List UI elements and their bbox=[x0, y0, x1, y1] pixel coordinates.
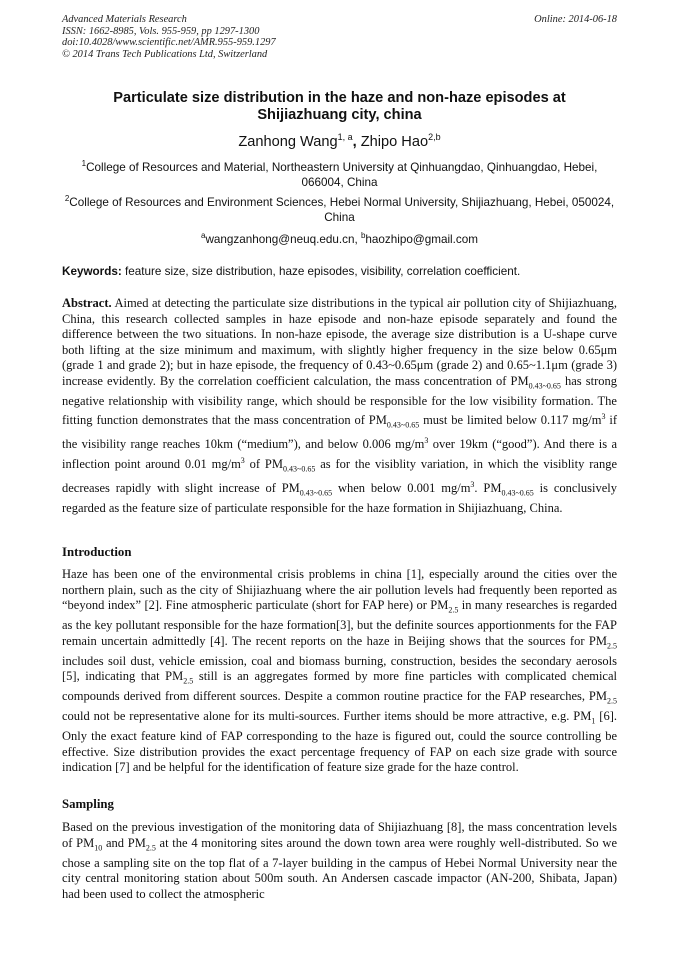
subscript: 2.5 bbox=[607, 696, 617, 706]
body-text: includes soil dust, vehicle emission, coal and biomass burning, construction, besides the secondary aerosols [5], indicating that PM bbox=[62, 653, 617, 683]
sampling-paragraph bbox=[62, 820, 617, 902]
author-2: Zhipo Hao bbox=[360, 133, 429, 150]
journal-name: Advanced Materials Research bbox=[62, 14, 187, 25]
subscript: 2.5 bbox=[448, 605, 459, 615]
introduction-paragraph bbox=[62, 567, 617, 776]
issn-line: ISSN: 1662-8985, Vols. 955-959, pp 1297-1300 bbox=[62, 25, 260, 37]
subscript: 1 bbox=[591, 716, 596, 726]
body-text: still is an aggregates formed by more fine particles with complicated chemical compounds derived from different sources. Despite a common routine practice for the FAP researches, PM bbox=[62, 669, 618, 703]
affiliation-2-text: College of Resources and Environment Sciences, Hebei Normal University, Shijiazhuang, Hebei, 050024, China bbox=[69, 195, 615, 224]
subscript: 0.43~0.65 bbox=[386, 420, 420, 430]
author-1: Zanhong Wang bbox=[238, 133, 338, 150]
subscript: 0.43~0.65 bbox=[501, 488, 534, 498]
abstract-text: is conclusively regarded as the feature size of particulate responsible for the haze formation in Shijiazhuang, China. bbox=[62, 481, 618, 516]
affiliation-1 bbox=[62, 157, 617, 190]
superscript: 3 bbox=[240, 455, 245, 465]
abstract-text: over 19km (“good”). And there is a inflection point around 0.01 mg/m bbox=[62, 437, 618, 471]
subscript: 0.43~0.65 bbox=[299, 488, 333, 498]
abstract-text: as for the visiblity variation, in which the visiblity range decreases rapidly with slight increase of PM bbox=[62, 456, 617, 496]
title-line-2: Shijiazhuang city, china bbox=[257, 107, 422, 123]
abstract-text: Aimed at detecting the particulate size distributions in the typical air pollution city of Shijiazhuang, China, this research collected samples in haze episode and non-haze episode separately and found the difference between the two situations. In non-haze episode, the average size distribution is a U-shape curve both lifting at the size minimum and maximum, with slightly higher frequency in the size below 0.65μm (grade 1 and grade 2); but in haze episode, the frequency of 0.43~0.65μm (grade 2) and 0.65~1.1μm (grade 3) increase evidently. By the correlation coefficient calculation, the mass concentration of PM bbox=[62, 296, 617, 388]
subscript: 2.5 bbox=[183, 676, 194, 686]
affiliation-2 bbox=[62, 192, 617, 225]
abstract-text: . PM bbox=[474, 481, 502, 496]
doi-line[interactable]: doi:10.4028/www.scientific.net/AMR.955-959.1297 bbox=[62, 37, 276, 49]
keywords bbox=[62, 265, 617, 279]
section-heading-sampling: Sampling bbox=[62, 797, 114, 811]
copyright-line: © 2014 Trans Tech Publications Ltd, Switzerland bbox=[62, 48, 268, 60]
superscript: 3 bbox=[470, 479, 475, 489]
keywords-text: feature size, size distribution, haze episodes, visibility, correlation coefficient. bbox=[121, 265, 521, 278]
affiliation-1-text: College of Resources and Material, Northeastern University at Qinhuangdao, Qinhuangdao, Hebei, 066004, China bbox=[86, 160, 598, 189]
body-text: Based on the previous investigation of the monitoring data of Shijiazhuang [8], the mass concentration levels of PM bbox=[62, 820, 617, 850]
abstract bbox=[62, 296, 617, 517]
subscript: 2.5 bbox=[607, 641, 617, 650]
keywords-label: Keywords: bbox=[62, 265, 122, 278]
affiliation-2-mark: 2 bbox=[64, 194, 70, 203]
affiliation-1-mark: 1 bbox=[81, 159, 87, 168]
author-emails bbox=[62, 229, 617, 248]
abstract-text: when below 0.001 mg/m bbox=[332, 481, 471, 496]
body-text: Haze has been one of the environmental crisis problems in china [1], especially around the cities over the northern plain, such as the city of Shijiazhuang where the air pollution levels had frequently been reported as “beyond index” [2]. Fine atmospheric particulate (short for FAP here) or PM bbox=[62, 567, 617, 612]
abstract-label: Abstract. bbox=[62, 296, 112, 310]
superscript: 3 bbox=[424, 436, 429, 446]
subscript: 10 bbox=[94, 843, 103, 852]
email-b[interactable]: haozhipo@gmail.com bbox=[365, 232, 478, 246]
email-a[interactable]: wangzanhong@neuq.edu.cn, bbox=[205, 232, 361, 246]
author-separator: , bbox=[352, 133, 361, 150]
author-list bbox=[62, 128, 617, 151]
body-text: at the 4 monitoring sites around the down town area were roughly well-distributed. So we chose a sampling site on the top flat of a 7-layer building in the campus of Hebei Normal University near the city central monitoring station about 500m south. An Andersen cascade impactor (AN-200, Shibata, Japan) had been used to collect the atmospheric bbox=[62, 835, 617, 901]
online-date: Online: 2014-06-18 bbox=[534, 14, 617, 25]
paper-title bbox=[62, 90, 617, 124]
author-2-affil: 2,b bbox=[428, 132, 441, 142]
superscript: 3 bbox=[601, 412, 606, 421]
author-1-affil: 1, a bbox=[337, 132, 353, 142]
abstract-text: if the visibility range reaches 10km (“medium”), and below 0.006 mg/m bbox=[62, 413, 618, 452]
title-line-1: Particulate size distribution in the haze and non-haze episodes at bbox=[113, 90, 566, 106]
abstract-text: must be limited below 0.117 mg/m bbox=[419, 413, 602, 428]
abstract-text: of PM bbox=[244, 456, 283, 471]
journal-header bbox=[62, 14, 617, 60]
email-a-mark: a bbox=[201, 231, 206, 240]
body-text: could not be representative alone for its multi-sources. Further items should be more attractive, e.g. PM bbox=[62, 709, 592, 723]
subscript: 2.5 bbox=[145, 843, 156, 852]
section-heading-introduction: Introduction bbox=[62, 545, 132, 559]
abstract-text: has strong negative relationship with visibility range, which should be responsible for the low visibility formation. The fitting function demonstrates that the mass concentration of PM bbox=[62, 373, 617, 428]
subscript: 0.43~0.65 bbox=[283, 464, 316, 474]
email-b-mark: b bbox=[360, 231, 366, 240]
subscript: 0.43~0.65 bbox=[528, 381, 561, 390]
body-text: in many researches is regarded as the key pollutant responsible for the haze formation[3], but the definite sources apportionments for the FAP remain uncertain admittedly [4]. The recent reports on the haze in Beijing shows that the sources for PM bbox=[62, 598, 617, 648]
body-text: and PM bbox=[102, 835, 146, 850]
body-text: [6]. Only the exact feature kind of FAP corresponding to the haze is figured out, could the source controlling be effective. Size distribution provides the exact percentage frequency of FAP on each size grade with source indication [7] and be helpful for the identification of feature size grade for the haze control. bbox=[62, 709, 618, 774]
